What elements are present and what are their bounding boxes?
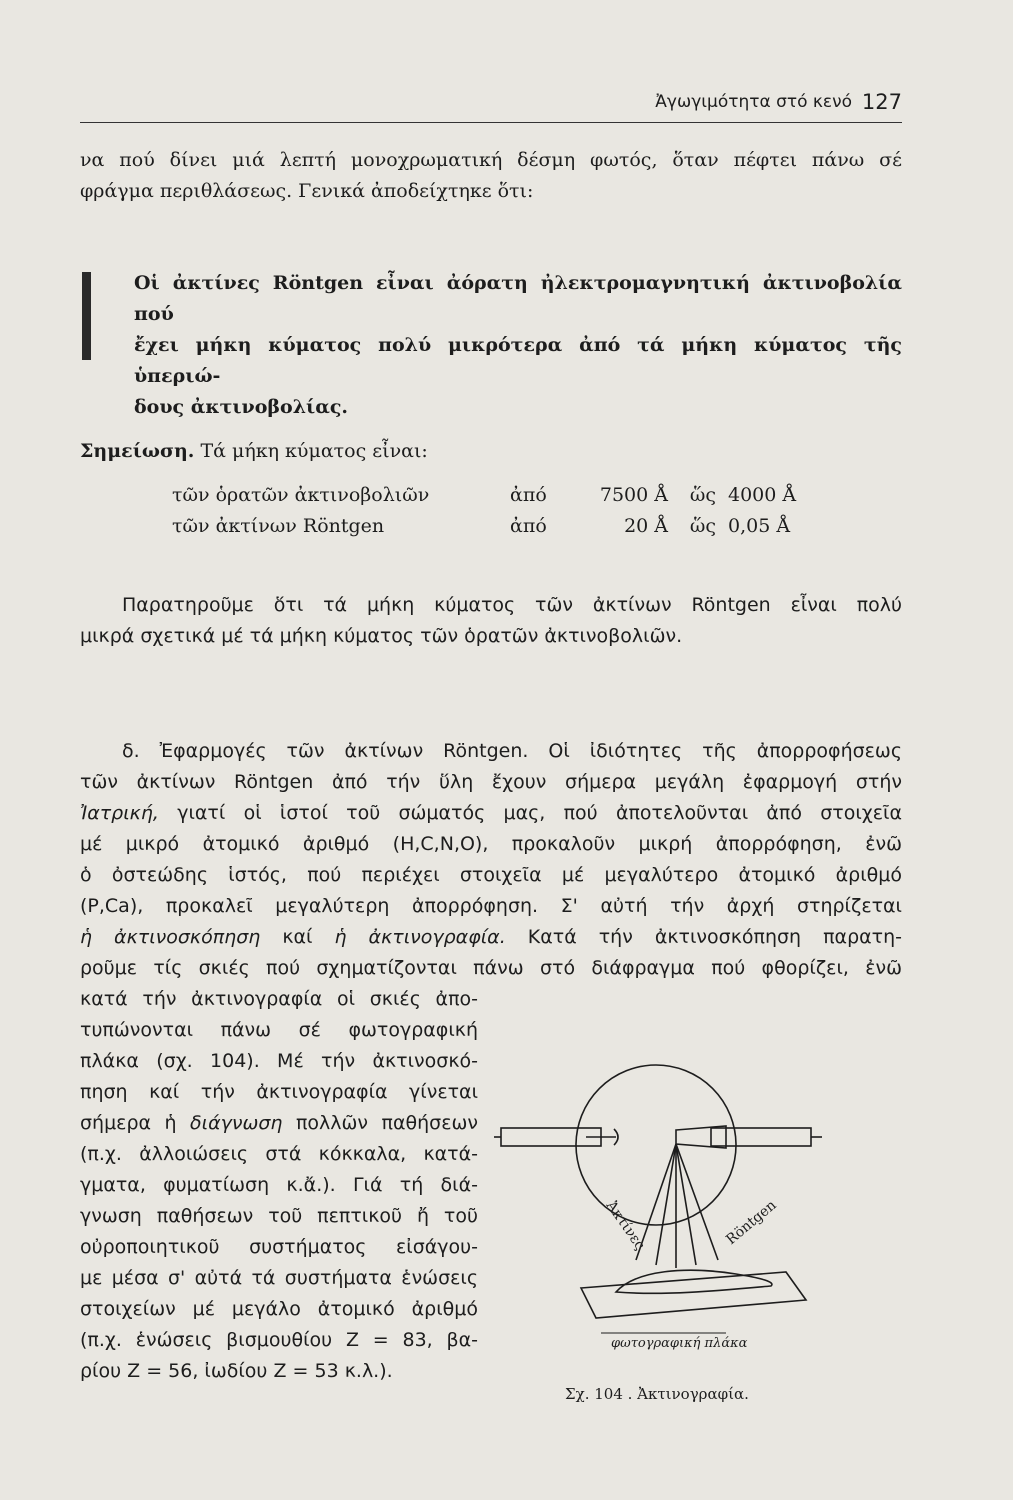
applications-line-6: (P,Ca), προκαλεῖ μεγαλύτερη ἀπορρόφηση. Σ' αὐτή τήν ἀρχή στηρίζεται <box>80 895 902 917</box>
definition-box <box>82 268 902 418</box>
italic-term: διάγνωση <box>190 1112 283 1134</box>
page-number: 127 <box>861 90 902 114</box>
italic-term: ἡ ἀκτινογραφία. <box>334 926 506 948</box>
applications-text: γιατί οἱ ἱστοί τοῦ σώματός μας, πού ἀποτελοῦνται ἀπό στοιχεῖα <box>177 802 902 824</box>
from-value: 20 Å <box>624 515 668 537</box>
column-line: γματα, φυματίωση κ.ἄ.). Γιά τή διά- <box>80 1174 478 1196</box>
applications-line-8: ροῦμε τίς σκιές πού σχηματίζονται πάνω στό διάφραγμα πού φθορίζει, ἐνῶ <box>80 957 902 979</box>
italic-term: Ἰατρική, <box>80 802 159 824</box>
table-row <box>172 515 838 546</box>
italic-term: ἡ ἀκτινοσκόπηση <box>80 926 261 948</box>
applications-text: Οἱ ἰδιότητες τῆς ἀπορροφήσεως <box>548 740 902 762</box>
column-line: με μέσα σ' αὐτά τά συστήματα ἑνώσεις <box>80 1267 478 1289</box>
column-line: οὐροποιητικοῦ συστήματος εἰσάγου- <box>80 1236 478 1258</box>
hand-outline <box>616 1270 772 1293</box>
intro-line-2: φράγμα περιθλάσεως. Γενικά ἀποδείχτηκε ὅτι: <box>80 180 534 202</box>
applications-line-4: μέ μικρό ἀτομικό ἀριθμό (H,C,N,O), προκαλοῦν μικρή ἀπορρόφηση, ἐνῶ <box>80 833 902 855</box>
applications-text: Κατά τήν ἀκτινοσκόπηση παρατη- <box>527 926 902 948</box>
from-value: 7500 Å <box>599 484 668 506</box>
column-line: (π.χ. ἀλλοιώσεις στά κόκκαλα, κατά- <box>80 1143 478 1165</box>
to-value: 4000 Å <box>728 484 797 506</box>
column-line: κατά τήν ἀκτινογραφία οἱ σκιές ἀπο- <box>80 988 478 1010</box>
column-text: πολλῶν παθήσεων <box>295 1112 478 1134</box>
column-text: σήμερα ἡ <box>80 1112 177 1134</box>
applications-text: καί <box>282 926 313 948</box>
note-label: Σημείωση. <box>80 440 195 462</box>
note-text: Τά μήκη κύματος εἶναι: <box>200 440 428 462</box>
applications-line-5: ὁ ὀστεώδης ἱστός, πού περιέχει στοιχεῖα μέ μεγαλύτερο ἀτομικό ἀριθμό <box>80 864 902 886</box>
to-value: 0,05 Å <box>728 515 791 537</box>
definition-text <box>134 268 902 423</box>
column-line: στοιχείων μέ μεγάλο ἀτομικό ἀριθμό <box>80 1298 478 1320</box>
from-word: ἀπό <box>510 515 547 537</box>
from-word: ἀπό <box>510 484 547 506</box>
applications-line-7 <box>80 922 902 953</box>
column-line: πηση καί τήν ἀκτινογραφία γίνεται <box>80 1081 478 1103</box>
table-row <box>172 484 838 515</box>
figure-caption: Σχ. 104 . Ἀκτινογραφία. <box>565 1385 749 1403</box>
column-line <box>80 1108 478 1139</box>
highlight-bar <box>82 272 91 360</box>
observation-line-1: Παρατηροῦμε ὅτι τά μήκη κύματος τῶν ἀκτίνων Röntgen εἶναι πολύ <box>122 594 902 616</box>
plate-label: φωτογραφική πλάκα <box>611 1336 748 1351</box>
section-heading: δ. Ἐφαρμογές τῶν ἀκτίνων Röntgen. <box>122 740 529 762</box>
column-line: πλάκα (σχ. 104). Μέ τήν ἀκτινοσκό- <box>80 1050 478 1072</box>
page-header <box>80 92 902 123</box>
applications-line-2: τῶν ἀκτίνων Röntgen ἀπό τήν ὕλη ἔχουν σήμερα μεγάλη ἐφαρμογή στήν <box>80 771 902 793</box>
rays-label: Ἀκτίνες <box>602 1198 648 1253</box>
running-title: Ἀγωγιμότητα στό κενό <box>655 92 852 112</box>
column-line: ρίου Z = 56, ἰωδίου Z = 53 κ.λ.). <box>80 1360 393 1382</box>
column-line: (π.χ. ἑνώσεις βισμουθίου Z = 83, βα- <box>80 1329 478 1351</box>
to-word: ὥς <box>689 484 717 506</box>
xray-beams <box>636 1144 718 1268</box>
rontgen-label: Röntgen <box>723 1197 780 1249</box>
column-line: τυπώνονται πάνω σέ φωτογραφική <box>80 1019 478 1041</box>
photographic-plate <box>581 1272 806 1318</box>
intro-line-1: να πού δίνει μιά λεπτή μονοχρωματική δέσμη φωτός, ὅταν πέφτει πάνω σέ <box>80 149 902 171</box>
observation-line-2: μικρά σχετικά μέ τά μήκη κύματος τῶν ὁρατῶν ἀκτινοβολιῶν. <box>80 625 683 647</box>
to-word: ὥς <box>689 515 717 537</box>
column-line: γνωση παθήσεων τοῦ πεπτικοῦ ἤ τοῦ <box>80 1205 478 1227</box>
definition-line-3: δους ἀκτινοβολίας. <box>134 396 349 418</box>
row-name: τῶν ἀκτίνων Röntgen <box>172 515 385 537</box>
applications-line-3 <box>80 798 902 829</box>
row-name: τῶν ὁρατῶν ἀκτινοβολιῶν <box>172 484 430 506</box>
definition-line-2: ἔχει μήκη κύματος πολύ μικρότερα ἀπό τά μήκη κύματος τῆς ὑπεριώ- <box>134 334 902 387</box>
wavelength-table <box>172 484 838 546</box>
anode-target <box>676 1126 726 1148</box>
definition-line-1: Οἱ ἀκτίνες Röntgen εἶναι ἀόρατη ἠλεκτρομαγνητική ἀκτινοβολία πού <box>134 272 902 325</box>
applications-line-1 <box>122 736 902 767</box>
note <box>80 440 428 462</box>
xray-figure <box>486 1060 826 1400</box>
